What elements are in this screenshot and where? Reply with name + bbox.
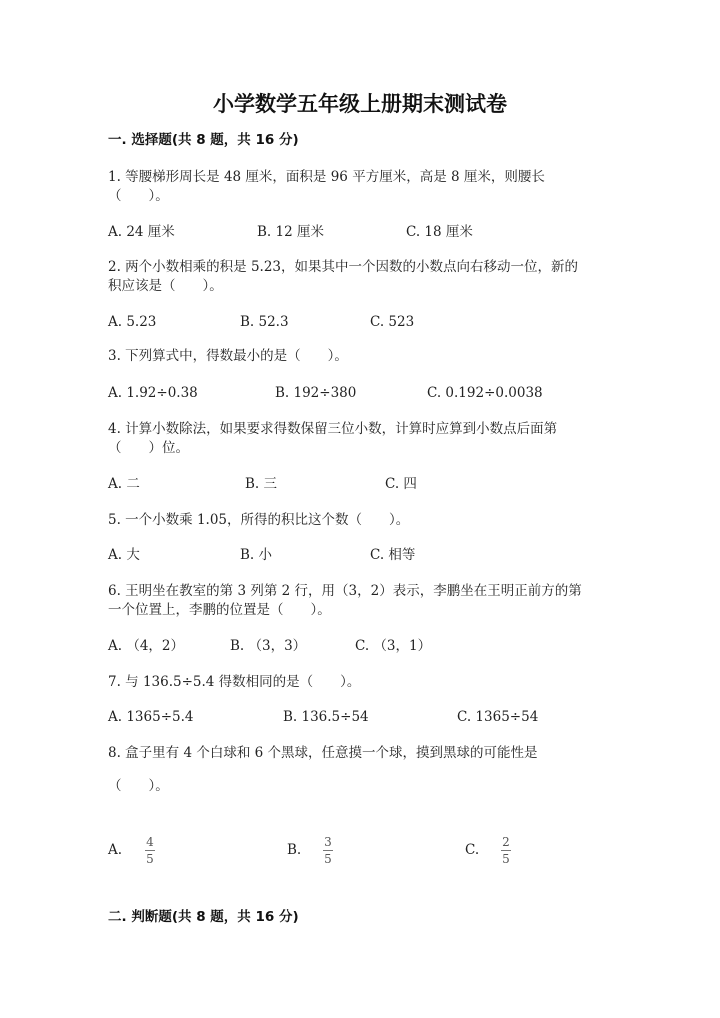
q2-option-c: C. 523 — [370, 314, 415, 330]
question-2-text-cont: 积应该是（ ）。 — [108, 278, 223, 294]
fraction-bar — [145, 850, 155, 851]
numerator: 2 — [502, 835, 510, 849]
q8-fraction-a — [145, 835, 155, 866]
question-6-text-cont: 一个位置上，李鹏的位置是（ ）。 — [108, 602, 331, 618]
question-6-text: 6. 王明坐在教室的第 3 列第 2 行，用（3，2）表示，李鹏坐在王明正前方的第 — [108, 583, 582, 599]
q3-option-b: B. 192÷380 — [275, 385, 357, 401]
q5-option-a: A. 大 — [108, 547, 140, 563]
question-3-text: 3. 下列算式中，得数最小的是（ ）。 — [108, 348, 348, 364]
question-8-text: 8. 盒子里有 4 个白球和 6 个黑球，任意摸一个球，摸到黑球的可能性是 — [108, 745, 538, 761]
numerator: 4 — [146, 835, 154, 849]
q1-option-c: C. 18 厘米 — [406, 224, 473, 240]
q7-option-c: C. 1365÷54 — [457, 709, 539, 725]
q8-option-c: C. — [465, 842, 480, 858]
q4-option-c: C. 四 — [385, 476, 417, 492]
fraction-bar — [323, 850, 333, 851]
q1-option-b: B. 12 厘米 — [257, 224, 324, 240]
q5-option-c: C. 相等 — [370, 547, 416, 563]
q7-option-b: B. 136.5÷54 — [283, 709, 369, 725]
denominator: 5 — [502, 852, 510, 866]
q2-option-a: A. 5.23 — [108, 314, 157, 330]
denominator: 5 — [324, 852, 332, 866]
q7-option-a: A. 1365÷5.4 — [108, 709, 194, 725]
q4-option-b: B. 三 — [245, 476, 278, 492]
question-2-text: 2. 两个小数相乘的积是 5.23，如果其中一个因数的小数点向右移动一位，新的 — [108, 259, 579, 275]
denominator: 5 — [146, 852, 154, 866]
q2-option-b: B. 52.3 — [240, 314, 289, 330]
q8-fraction-b — [323, 835, 333, 866]
q8-option-a: A. — [108, 842, 123, 858]
question-4-text: 4. 计算小数除法，如果要求得数保留三位小数，计算时应算到小数点后面第 — [108, 421, 558, 437]
question-4-text-cont: （ ）位。 — [108, 440, 189, 456]
q5-option-b: B. 小 — [240, 547, 273, 563]
q3-option-a: A. 1.92÷0.38 — [108, 385, 198, 401]
section-heading-choice: 一. 选择题(共 8 题，共 16 分) — [108, 132, 299, 148]
numerator: 3 — [324, 835, 332, 849]
question-1-text: 1. 等腰梯形周长是 48 厘米，面积是 96 平方厘米，高是 8 厘米，则腰长 — [108, 169, 545, 185]
question-8-text-cont: （ ）。 — [108, 778, 169, 794]
question-7-text: 7. 与 136.5÷5.4 得数相同的是（ ）。 — [108, 674, 361, 690]
q6-option-b: B. （3，3） — [230, 638, 307, 654]
q6-option-a: A. （4，2） — [108, 638, 185, 654]
q6-option-c: C. （3，1） — [355, 638, 432, 654]
fraction-bar — [501, 850, 511, 851]
q3-option-c: C. 0.192÷0.0038 — [427, 385, 543, 401]
question-1-text-cont: （ ）。 — [108, 188, 169, 204]
section-heading-judgement: 二. 判断题(共 8 题，共 16 分) — [108, 909, 299, 925]
q8-fraction-c — [501, 835, 511, 866]
q1-option-a: A. 24 厘米 — [108, 224, 175, 240]
q8-option-b: B. — [287, 842, 302, 858]
q4-option-a: A. 二 — [108, 476, 140, 492]
question-5-text: 5. 一个小数乘 1.05，所得的积比这个数（ ）。 — [108, 512, 410, 528]
page-title: 小学数学五年级上册期末测试卷 — [213, 92, 507, 116]
